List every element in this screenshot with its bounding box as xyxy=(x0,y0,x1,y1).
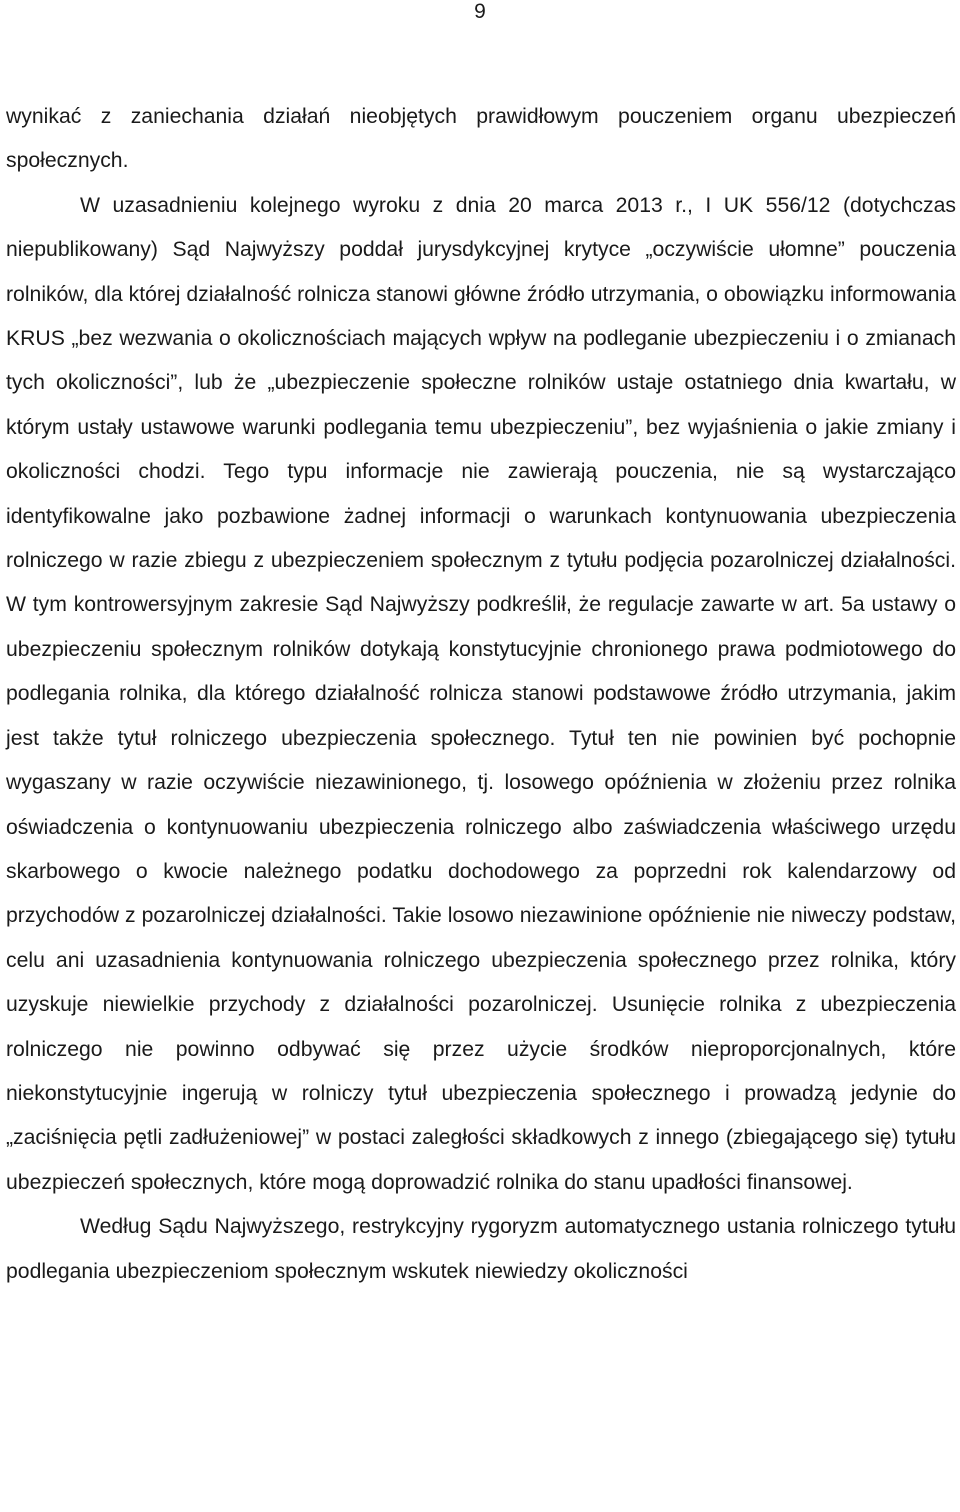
paragraph: W uzasadnieniu kolejnego wyroku z dnia 20 marca 2013 r., I UK 556/12 (dotychczas niepublikowany) Sąd Najwyższy poddał jurysdykcyjnej krytyce „oczywiście ułomne” pouczenia rolników, dla której działalność rolnicza stanowi główne źródło utrzymania, o obowiązku informowania KRUS „bez wezwania o okolicznościach mających wpływ na podleganie ubezpieczeniu i o zmianach tych okoliczności”, lub że „ubezpieczenie społeczne rolników ustaje ostatniego dnia kwartału, w którym ustały ustawowe warunki podlegania temu ubezpieczeniu”, bez wyjaśnienia o jakie zmiany i okoliczności chodzi. Tego typu informacje nie zawierają pouczenia, nie są wystarczająco identyfikowalne jako pozbawione żadnej informacji o warunkach kontynuowania ubezpieczenia rolniczego w razie zbiegu z ubezpieczeniem społecznym z tytułu podjęcia pozarolniczej działalności. W tym kontrowersyjnym zakresie Sąd Najwyższy podkreślił, że regulacje zawarte w art. 5a ustawy o ubezpieczeniu społecznym rolników dotykają konstytucyjnie chronionego prawa podmiotowego do podlegania rolnika, dla którego działalność rolnicza stanowi podstawowe źródło utrzymania, jakim jest także tytuł rolniczego ubezpieczenia społecznego. Tytuł ten nie powinien być pochopnie wygaszany w razie oczywiście niezawinionego, tj. losowego opóźnienia w złożeniu przez rolnika oświadczenia o kontynuowaniu ubezpieczenia rolniczego albo zaświadczenia właściwego urzędu skarbowego o kwocie należnego podatku dochodowego za poprzedni rok kalendarzowy od przychodów z pozarolniczej działalności. Takie losowo niezawinione opóźnienie nie niweczy podstaw, celu ani uzasadnienia kontynuowania rolniczego ubezpieczenia społecznego przez rolnika, który uzyskuje niewielkie przychody z działalności pozarolniczej. Usunięcie rolnika z ubezpieczenia rolniczego nie powinno odbywać się przez użycie środków nieproporcjonalnych, które niekonstytucyjnie ingerują w rolniczy tytuł ubezpieczenia społecznego i prowadzą jedynie do „zaciśnięcia pętli zadłużeniowej” w postaci zaległości składkowych z innego (zbiegającego się) tytułu ubezpieczeń społecznych, które mogą doprowadzić rolnika do stanu upadłości finansowej. xyxy=(6,193,956,1194)
paragraph: wynikać z zaniechania działań nieobjętych prawidłowym pouczeniem organu ubezpieczeń społecznych. xyxy=(6,105,956,173)
document-body xyxy=(6,95,956,1294)
paragraph: Według Sądu Najwyższego, restrykcyjny rygoryzm automatycznego ustania rolniczego tytułu podlegania ubezpieczeniom społecznym wskutek niewiedzy okoliczności xyxy=(6,1215,956,1283)
page-number: 9 xyxy=(474,0,486,23)
